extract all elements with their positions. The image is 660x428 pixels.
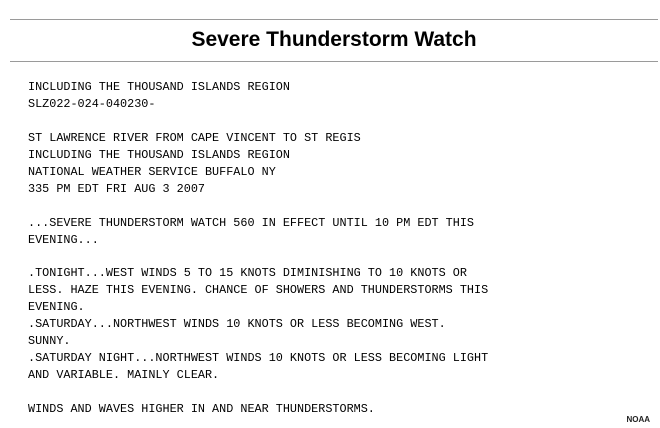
bulletin-line: .SATURDAY...NORTHWEST WINDS 10 KNOTS OR LESS BECOMING WEST. [28,317,446,332]
header-top-divider [10,19,658,20]
bulletin-line: INCLUDING THE THOUSAND ISLANDS REGION [28,147,290,162]
bulletin-line: ST LAWRENCE RIVER FROM CAPE VINCENT TO ST REGIS [28,130,361,145]
bulletin-line: 335 PM EDT FRI AUG 3 2007 [28,181,205,196]
bulletin-line: INCLUDING THE THOUSAND ISLANDS REGION [28,80,290,94]
bulletin-line: AND VARIABLE. MAINLY CLEAR. [28,368,220,383]
bulletin-line: ...SEVERE THUNDERSTORM WATCH 560 IN EFFECT UNTIL 10 PM EDT THIS [28,215,474,230]
bulletin-line: EVENING. [28,300,85,315]
forecast-bulletin-text [28,79,648,418]
bulletin-line: SUNNY. [28,334,71,349]
noaa-credit-label: NOAA [626,415,650,424]
bulletin-line: EVENING... [28,232,99,247]
header-bottom-divider [10,61,658,62]
bulletin-line: .TONIGHT...WEST WINDS 5 TO 15 KNOTS DIMINISHING TO 10 KNOTS OR [28,266,467,281]
bulletin-line: WINDS AND WAVES HIGHER IN AND NEAR THUNDERSTORMS. [28,402,375,417]
page-title: Severe Thunderstorm Watch [191,28,477,51]
bulletin-line: .SATURDAY NIGHT...NORTHWEST WINDS 10 KNOTS OR LESS BECOMING LIGHT [28,351,489,366]
bulletin-line: NATIONAL WEATHER SERVICE BUFFALO NY [28,164,276,179]
bulletin-line: LESS. HAZE THIS EVENING. CHANCE OF SHOWERS AND THUNDERSTORMS THIS [28,283,489,298]
bulletin-line: SLZ022-024-040230- [28,96,156,111]
